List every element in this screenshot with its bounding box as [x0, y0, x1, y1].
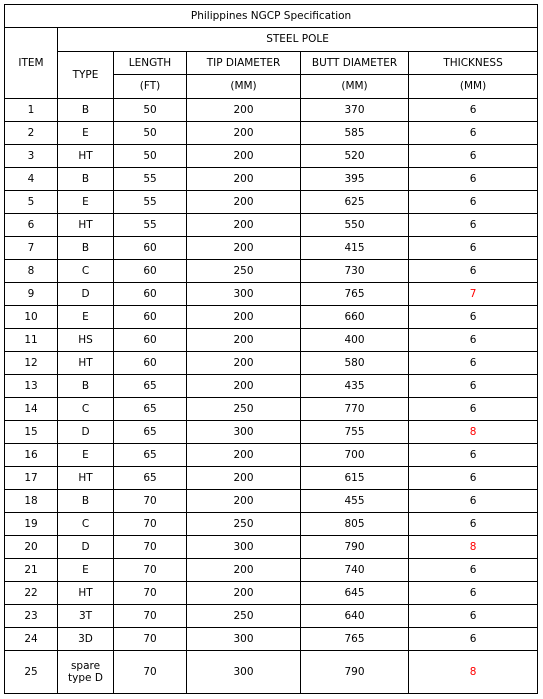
butt-diameter-cell: 645 [301, 582, 409, 605]
butt-diameter-cell: 400 [301, 329, 409, 352]
spec-table [4, 4, 538, 694]
butt-diameter-cell: 395 [301, 168, 409, 191]
butt-diameter-cell: 660 [301, 306, 409, 329]
item-header: ITEM [5, 28, 58, 99]
table-row [5, 398, 538, 421]
butt-diameter-cell: 790 [301, 536, 409, 559]
tip-diameter-cell: 200 [187, 214, 301, 237]
type-cell [58, 651, 114, 694]
thickness-cell: 6 [409, 329, 538, 352]
type-cell: 3T [58, 605, 114, 628]
thickness-cell: 6 [409, 214, 538, 237]
thickness-cell: 6 [409, 237, 538, 260]
tip-diameter-unit: (MM) [187, 75, 301, 99]
type-cell: E [58, 122, 114, 145]
table-row [5, 214, 538, 237]
length-cell: 60 [114, 352, 187, 375]
table-row [5, 352, 538, 375]
tip-diameter-cell: 200 [187, 582, 301, 605]
length-cell: 70 [114, 605, 187, 628]
table-row [5, 421, 538, 444]
item-cell: 5 [5, 191, 58, 214]
thickness-cell: 6 [409, 145, 538, 168]
item-cell: 11 [5, 329, 58, 352]
butt-diameter-cell: 520 [301, 145, 409, 168]
butt-diameter-cell: 770 [301, 398, 409, 421]
butt-diameter-cell: 455 [301, 490, 409, 513]
length-cell: 65 [114, 375, 187, 398]
table-row [5, 467, 538, 490]
tip-diameter-cell: 300 [187, 421, 301, 444]
tip-diameter-cell: 250 [187, 260, 301, 283]
tip-diameter-cell: 250 [187, 513, 301, 536]
item-cell: 8 [5, 260, 58, 283]
thickness-cell: 6 [409, 490, 538, 513]
tip-diameter-cell: 200 [187, 191, 301, 214]
type-header: TYPE [58, 52, 114, 99]
tip-diameter-header: TIP DIAMETER [187, 52, 301, 75]
thickness-cell: 6 [409, 260, 538, 283]
length-cell: 70 [114, 490, 187, 513]
type-cell: D [58, 421, 114, 444]
item-cell: 22 [5, 582, 58, 605]
butt-diameter-cell: 625 [301, 191, 409, 214]
thickness-cell: 6 [409, 306, 538, 329]
item-cell: 10 [5, 306, 58, 329]
type-cell: E [58, 559, 114, 582]
type-cell: D [58, 536, 114, 559]
type-cell: B [58, 375, 114, 398]
item-cell: 16 [5, 444, 58, 467]
table-row [5, 191, 538, 214]
type-cell-line: spare [70, 659, 101, 672]
item-cell: 19 [5, 513, 58, 536]
type-cell: C [58, 513, 114, 536]
type-cell: E [58, 306, 114, 329]
butt-diameter-cell: 730 [301, 260, 409, 283]
length-cell: 65 [114, 444, 187, 467]
item-cell: 1 [5, 99, 58, 122]
length-cell: 65 [114, 467, 187, 490]
tip-diameter-cell: 250 [187, 605, 301, 628]
item-cell: 20 [5, 536, 58, 559]
thickness-cell: 8 [409, 651, 538, 694]
tip-diameter-cell: 200 [187, 490, 301, 513]
table-row [5, 168, 538, 191]
butt-diameter-cell: 805 [301, 513, 409, 536]
table-row [5, 559, 538, 582]
length-header: LENGTH [114, 52, 187, 75]
type-cell-line: type D [68, 672, 103, 684]
tip-diameter-cell: 300 [187, 628, 301, 651]
butt-diameter-cell: 790 [301, 651, 409, 694]
length-cell: 55 [114, 214, 187, 237]
length-cell: 60 [114, 260, 187, 283]
column-label-row [5, 52, 538, 75]
table-row [5, 536, 538, 559]
type-cell: B [58, 237, 114, 260]
tip-diameter-cell: 200 [187, 306, 301, 329]
butt-diameter-unit: (MM) [301, 75, 409, 99]
butt-diameter-cell: 550 [301, 214, 409, 237]
length-cell: 55 [114, 191, 187, 214]
table-row [5, 237, 538, 260]
length-cell: 70 [114, 536, 187, 559]
item-cell: 17 [5, 467, 58, 490]
type-cell: B [58, 490, 114, 513]
table-row [5, 99, 538, 122]
table-row [5, 329, 538, 352]
length-cell: 70 [114, 513, 187, 536]
type-cell: HT [58, 467, 114, 490]
butt-diameter-cell: 640 [301, 605, 409, 628]
type-cell: E [58, 191, 114, 214]
steel-pole-header: STEEL POLE [58, 28, 538, 52]
tip-diameter-cell: 200 [187, 375, 301, 398]
thickness-cell: 6 [409, 168, 538, 191]
length-cell: 70 [114, 651, 187, 694]
butt-diameter-cell: 415 [301, 237, 409, 260]
thickness-cell: 8 [409, 536, 538, 559]
thickness-cell: 6 [409, 559, 538, 582]
type-cell: 3D [58, 628, 114, 651]
length-cell: 60 [114, 329, 187, 352]
table-row [5, 444, 538, 467]
thickness-cell: 6 [409, 375, 538, 398]
table-row [5, 283, 538, 306]
tip-diameter-cell: 200 [187, 99, 301, 122]
thickness-cell: 6 [409, 605, 538, 628]
item-cell: 15 [5, 421, 58, 444]
length-cell: 70 [114, 582, 187, 605]
thickness-cell: 7 [409, 283, 538, 306]
thickness-cell: 6 [409, 352, 538, 375]
tip-diameter-cell: 200 [187, 145, 301, 168]
table-title: Philippines NGCP Specification [5, 5, 538, 28]
item-cell: 9 [5, 283, 58, 306]
thickness-cell: 6 [409, 628, 538, 651]
tip-diameter-cell: 200 [187, 122, 301, 145]
length-cell: 65 [114, 421, 187, 444]
table-row [5, 260, 538, 283]
item-cell: 12 [5, 352, 58, 375]
type-cell: C [58, 398, 114, 421]
tip-diameter-cell: 250 [187, 398, 301, 421]
thickness-cell: 6 [409, 513, 538, 536]
thickness-cell: 6 [409, 99, 538, 122]
butt-diameter-cell: 435 [301, 375, 409, 398]
table-row [5, 375, 538, 398]
item-cell: 4 [5, 168, 58, 191]
thickness-cell: 6 [409, 582, 538, 605]
type-cell: C [58, 260, 114, 283]
tip-diameter-cell: 200 [187, 237, 301, 260]
tip-diameter-cell: 200 [187, 559, 301, 582]
tip-diameter-cell: 200 [187, 467, 301, 490]
item-cell: 13 [5, 375, 58, 398]
table-row [5, 122, 538, 145]
length-cell: 70 [114, 559, 187, 582]
tip-diameter-cell: 300 [187, 283, 301, 306]
butt-diameter-cell: 580 [301, 352, 409, 375]
butt-diameter-header: BUTT DIAMETER [301, 52, 409, 75]
tip-diameter-cell: 200 [187, 444, 301, 467]
butt-diameter-cell: 740 [301, 559, 409, 582]
butt-diameter-cell: 755 [301, 421, 409, 444]
butt-diameter-cell: 765 [301, 628, 409, 651]
item-cell: 25 [5, 651, 58, 694]
table-row [5, 513, 538, 536]
type-cell: B [58, 168, 114, 191]
length-cell: 60 [114, 237, 187, 260]
item-cell: 18 [5, 490, 58, 513]
type-cell: HT [58, 352, 114, 375]
length-unit: (FT) [114, 75, 187, 99]
type-cell: E [58, 444, 114, 467]
type-cell: HT [58, 145, 114, 168]
type-cell: HS [58, 329, 114, 352]
butt-diameter-cell: 370 [301, 99, 409, 122]
butt-diameter-cell: 765 [301, 283, 409, 306]
item-cell: 14 [5, 398, 58, 421]
length-cell: 65 [114, 398, 187, 421]
thickness-cell: 6 [409, 467, 538, 490]
thickness-unit: (MM) [409, 75, 538, 99]
item-cell: 6 [5, 214, 58, 237]
table-row [5, 306, 538, 329]
type-cell: D [58, 283, 114, 306]
length-cell: 60 [114, 283, 187, 306]
item-cell: 7 [5, 237, 58, 260]
item-cell: 3 [5, 145, 58, 168]
length-cell: 50 [114, 99, 187, 122]
group-header-row [5, 28, 538, 52]
length-cell: 50 [114, 145, 187, 168]
type-cell: HT [58, 214, 114, 237]
length-cell: 60 [114, 306, 187, 329]
tip-diameter-cell: 200 [187, 352, 301, 375]
table-row [5, 628, 538, 651]
tip-diameter-cell: 200 [187, 168, 301, 191]
thickness-cell: 6 [409, 398, 538, 421]
type-cell: B [58, 99, 114, 122]
tip-diameter-cell: 300 [187, 536, 301, 559]
type-cell: HT [58, 582, 114, 605]
item-cell: 24 [5, 628, 58, 651]
table-row [5, 490, 538, 513]
thickness-header: THICKNESS [409, 52, 538, 75]
thickness-cell: 6 [409, 444, 538, 467]
table-row [5, 605, 538, 628]
tip-diameter-cell: 300 [187, 651, 301, 694]
butt-diameter-cell: 615 [301, 467, 409, 490]
table-row [5, 145, 538, 168]
item-cell: 23 [5, 605, 58, 628]
butt-diameter-cell: 700 [301, 444, 409, 467]
item-cell: 2 [5, 122, 58, 145]
thickness-cell: 6 [409, 122, 538, 145]
title-row [5, 5, 538, 28]
length-cell: 50 [114, 122, 187, 145]
length-cell: 70 [114, 628, 187, 651]
table-row [5, 651, 538, 694]
item-cell: 21 [5, 559, 58, 582]
table-row [5, 582, 538, 605]
tip-diameter-cell: 200 [187, 329, 301, 352]
thickness-cell: 6 [409, 191, 538, 214]
thickness-cell: 8 [409, 421, 538, 444]
butt-diameter-cell: 585 [301, 122, 409, 145]
length-cell: 55 [114, 168, 187, 191]
